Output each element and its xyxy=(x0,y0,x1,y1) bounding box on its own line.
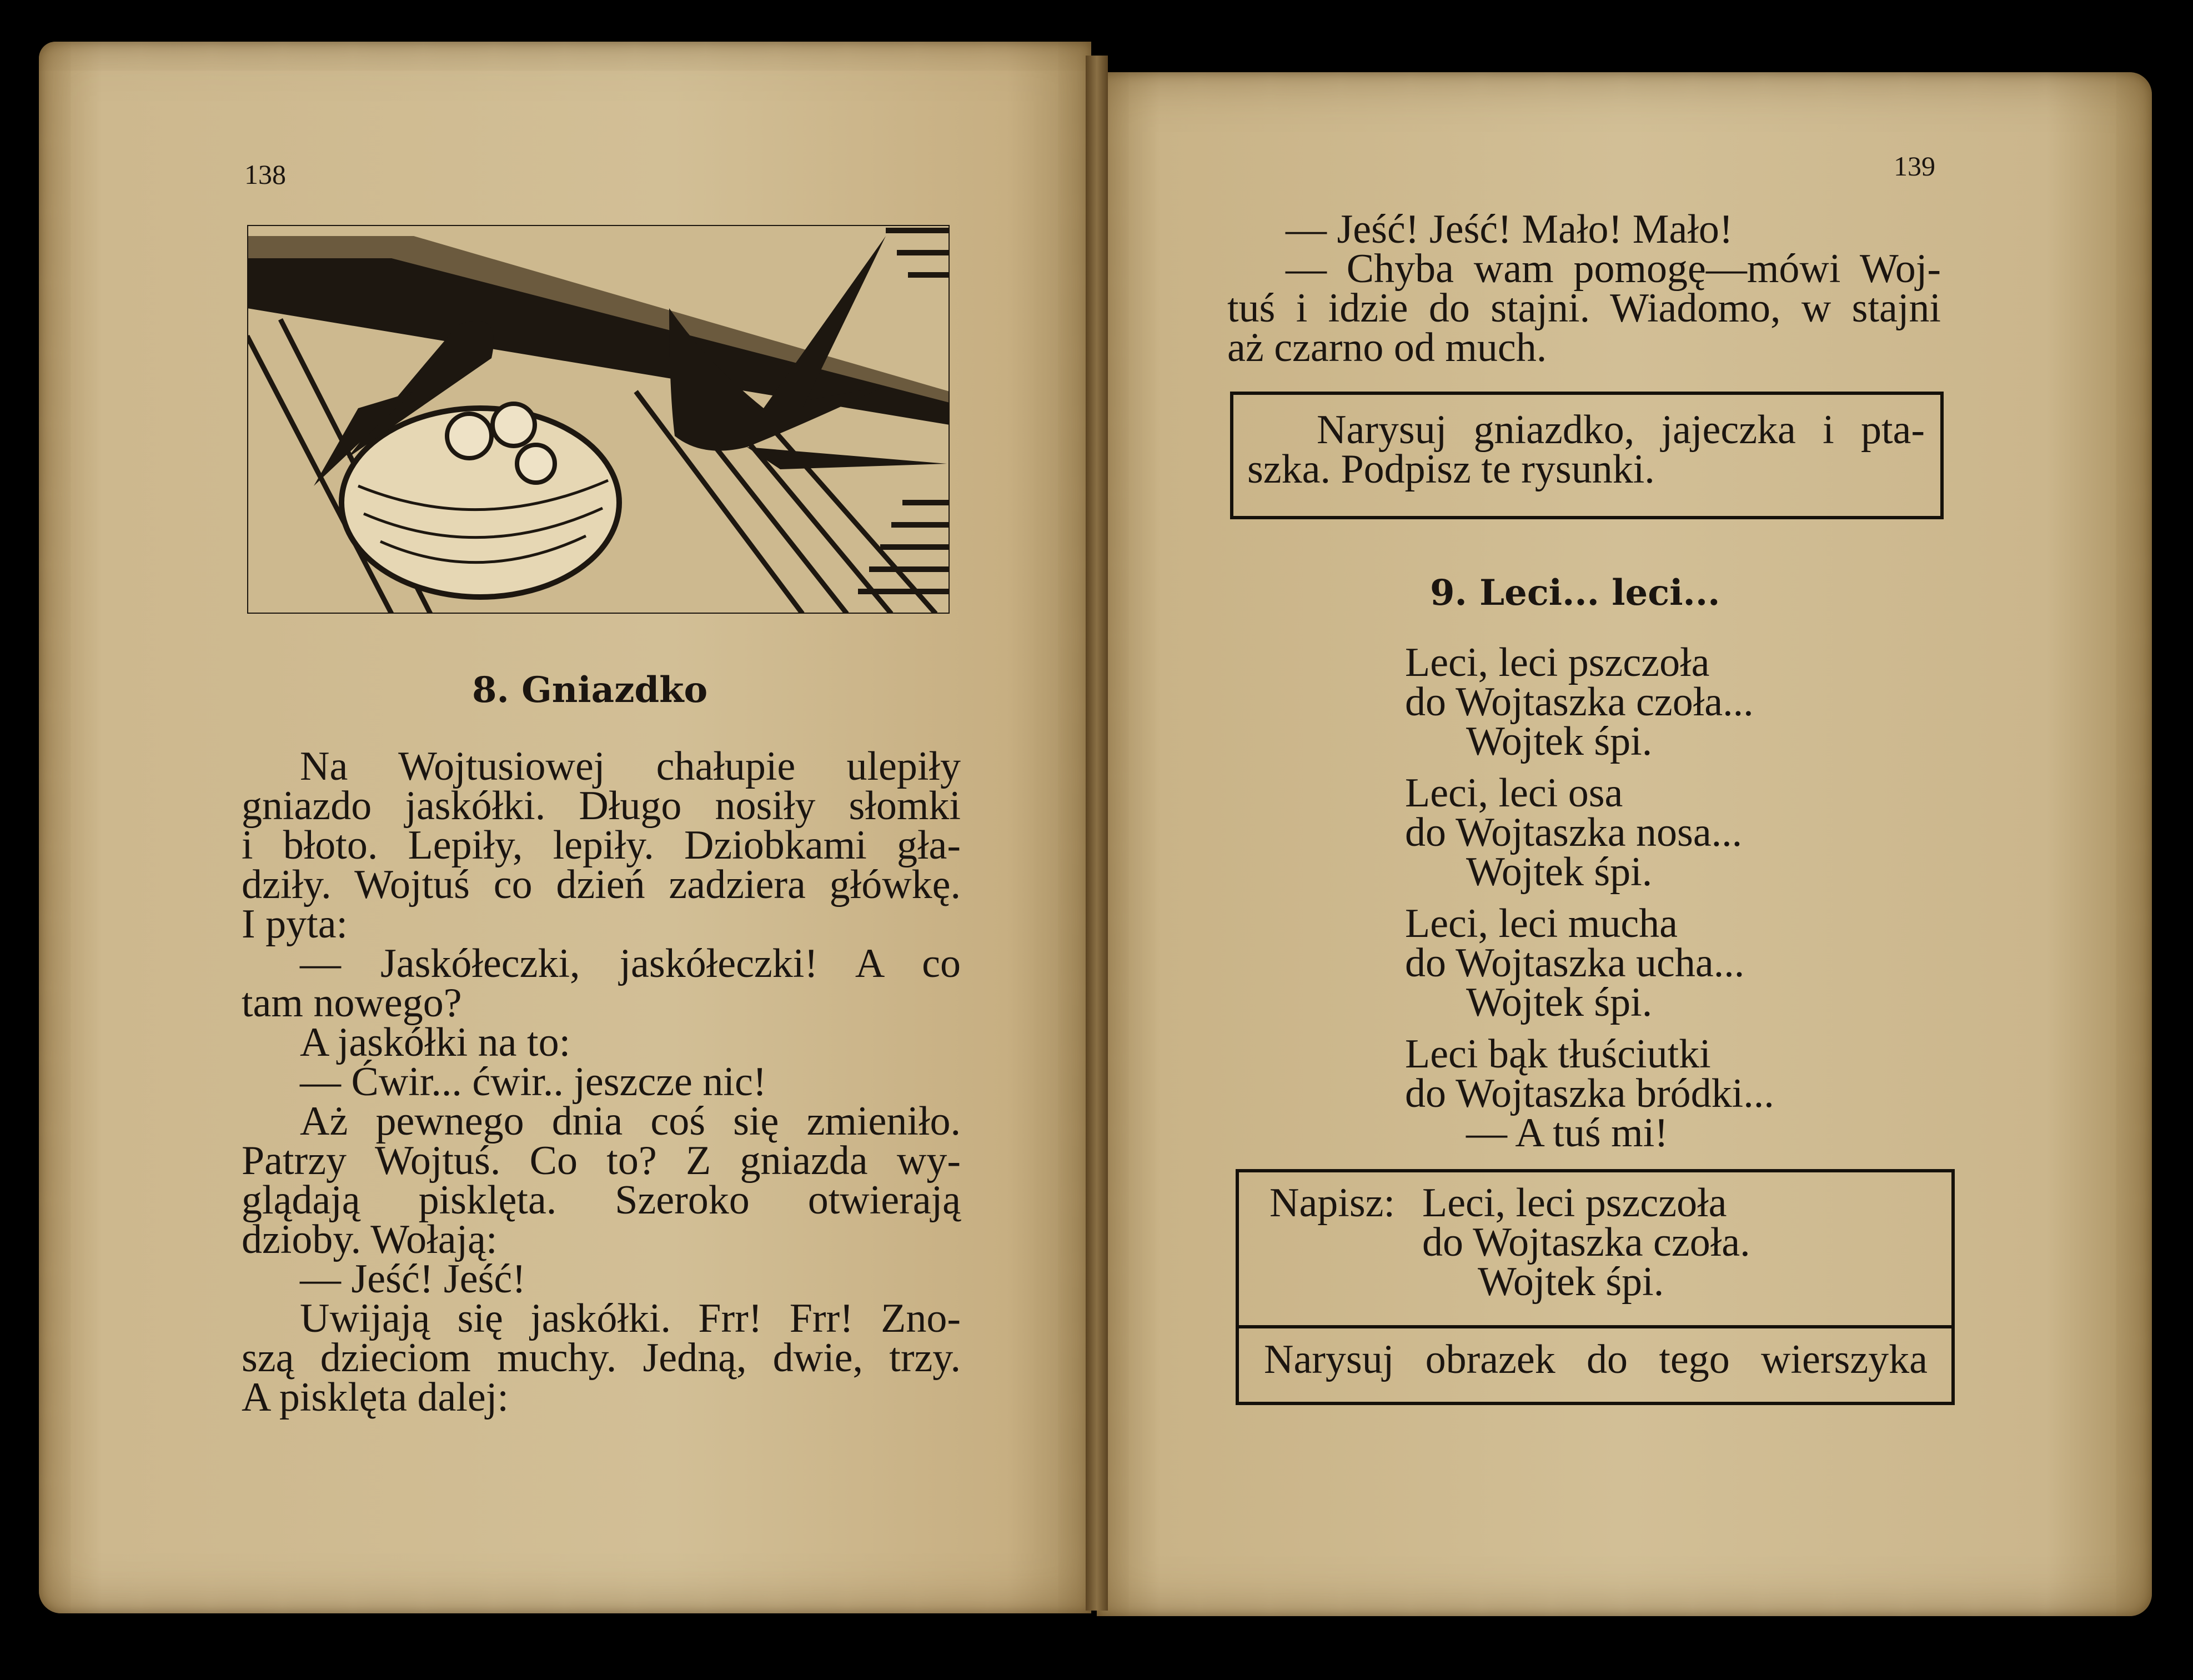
text-line: A jaskółki na to: xyxy=(300,1020,571,1065)
text-line: Patrzy Wojtuś. Co to? Z gniazda wy- xyxy=(242,1138,961,1183)
poem-line: Wojtek śpi. xyxy=(1466,980,1653,1025)
text-line: Na Wojtusiowej chałupie ulepiły xyxy=(300,744,961,789)
poem-line: Leci, leci pszczoła xyxy=(1405,640,1710,685)
poem-stanza xyxy=(1405,901,1905,1025)
text-line: tam nowego? xyxy=(242,980,462,1026)
text-line: dziły. Wojtuś co dzień zadziera główkę. xyxy=(242,862,961,907)
poem-stanza xyxy=(1405,1031,1905,1156)
poem-line: do Wojtaszka nosa... xyxy=(1405,810,1743,855)
text-line: glądają pisklęta. Szeroko otwierają xyxy=(242,1177,961,1223)
text-line: — Jeść! Jeść! xyxy=(300,1256,526,1302)
poem-line: — A tuś mi! xyxy=(1466,1110,1668,1156)
book-spine xyxy=(1086,56,1108,1611)
writing-task-box xyxy=(1236,1169,1955,1405)
story-continuation xyxy=(1227,207,1941,370)
poem-title: 9. Leci... leci... xyxy=(1430,572,1720,614)
task-footer: Narysuj obrazek do tego wierszyka xyxy=(1264,1337,1928,1382)
text-line: I pyta: xyxy=(242,901,348,947)
text-line: — Jeść! Jeść! Mało! Mało! xyxy=(1286,207,1733,252)
task-label: Napisz: xyxy=(1269,1180,1396,1226)
text-line: Uwijają się jaskółki. Frr! Frr! Zno- xyxy=(300,1296,961,1341)
text-line: — Chyba wam pomogę—mówi Woj- xyxy=(1286,246,1941,292)
story-title: 8. Gniazdko xyxy=(472,669,708,711)
task-poem-lines xyxy=(1422,1180,1811,1305)
task-line: szka. Podpisz te rysunki. xyxy=(1247,447,1655,492)
box-divider xyxy=(1239,1325,1951,1328)
task-poem-line: Leci, leci pszczoła xyxy=(1422,1180,1727,1226)
poem-line: do Wojtaszka bródki... xyxy=(1405,1071,1774,1116)
poem-line: do Wojtaszka czoła... xyxy=(1405,679,1754,725)
page-number-right: 139 xyxy=(1894,151,1935,182)
task-poem-line: Wojtek śpi. xyxy=(1478,1259,1664,1305)
poem-line: Wojtek śpi. xyxy=(1466,719,1653,764)
text-line: dzioby. Wołają: xyxy=(242,1217,498,1262)
poem-stanza xyxy=(1405,640,1905,764)
poem-stanza xyxy=(1405,770,1905,895)
poem-line: Wojtek śpi. xyxy=(1466,849,1653,895)
task-poem-line: do Wojtaszka czoła. xyxy=(1422,1220,1750,1265)
text-line: gniazdo jaskółki. Długo nosiły słomki xyxy=(242,783,961,829)
story-text xyxy=(242,744,961,1420)
poem-line: Leci, leci mucha xyxy=(1405,901,1678,946)
swallows-nest-illustration xyxy=(247,225,950,614)
poem-line: Leci bąk tłuściutki xyxy=(1405,1031,1711,1077)
text-line: tuś i idzie do stajni. Wiadomo, w stajni xyxy=(1227,285,1941,331)
text-line: — Jaskółeczki, jaskółeczki! A co xyxy=(300,941,961,986)
text-line: A pisklęta dalej: xyxy=(242,1375,509,1420)
text-line: — Ćwir... ćwir.. jeszcze nic! xyxy=(300,1059,767,1105)
text-line: i błoto. Lepiły, lepiły. Dziobkami gła- xyxy=(242,823,961,868)
text-line: szą dzieciom muchy. Jedną, dwie, trzy. xyxy=(242,1335,961,1381)
poem-line: Leci, leci osa xyxy=(1405,770,1623,816)
poem-line: do Wojtaszka ucha... xyxy=(1405,940,1745,986)
page-number-left: 138 xyxy=(244,159,286,190)
text-line: Aż pewnego dnia coś się zmieniło. xyxy=(300,1099,961,1144)
task-line: Narysuj gniazdko, jajeczka i pta- xyxy=(1317,407,1925,453)
poem xyxy=(1405,640,1905,1165)
text-line: aż czarno od much. xyxy=(1227,325,1547,370)
drawing-task-box xyxy=(1230,392,1944,519)
